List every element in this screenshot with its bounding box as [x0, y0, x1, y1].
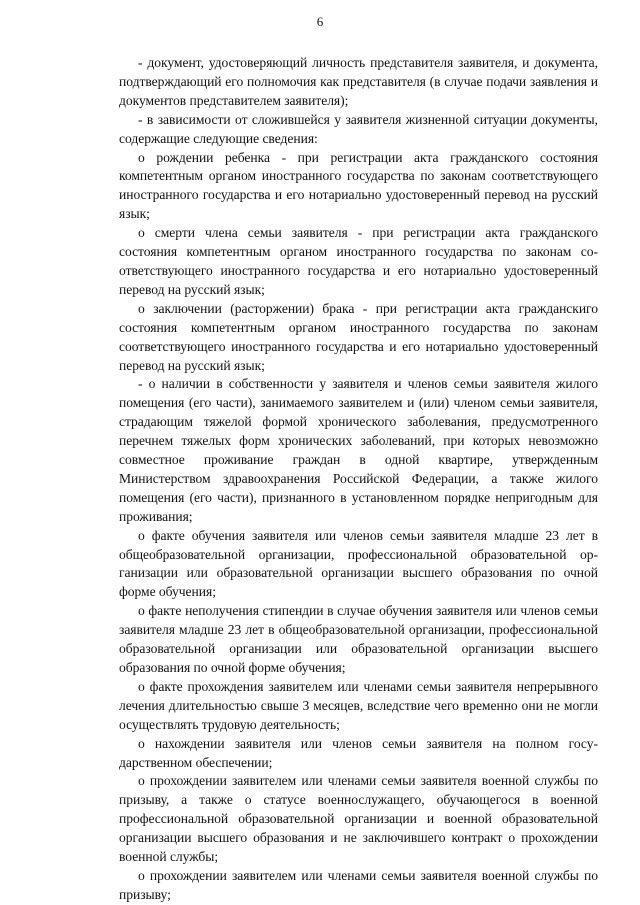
paragraph-continuous-treatment: о факте прохождения заявителем или членами семьи заявителя непрерывного лечения длительностью свыше 3 месяцев, вследствие чего временно они не могли осуществлять трудовую деятельность;	[119, 678, 598, 732]
paragraph-military-service-status: о прохождении заявителем или членами семьи заявителя военной службы по призыву, а также о статусе военнослужащего, обучающегося в военной профессиональной образовательной организации и военной образовательной организации высшего образования и не заключившего контракт о прохождении военной службы;	[119, 773, 598, 865]
page-number: 6	[316, 14, 324, 29]
paragraph-marriage-divorce: о заключении (расторжении) брака - при регистрации акта гражданскиго состояния компетентным органом иностранного государства по законам соответствующего иностранного государства и его нотариально удостоверенный перевод на русский язык;	[119, 300, 598, 373]
paragraph-representative-document: - документ, удостоверяющий личность представителя заявителя, и документа, подтверждающий его полномочия как представителя (в случае подачи заявления и документов представителем заявителя);	[119, 55, 598, 108]
paragraph-family-member-death: о смерти члена семьи заявителя - при регистрации акта гражданского состояния компетентным органом иностранного государства по законам соответствующего иностранного государства и его нотариально удостоверенный перевод на русский язык;	[119, 225, 598, 297]
paragraph-no-scholarship: о факте неполучения стипендии в случае обучения заявителя или членов семьи заявителя младше 23 лет в общеобразовательной организации, профессиональной образовательной организации или образовательной организации высшего образования по очной форме обучения;	[119, 603, 598, 675]
document-body	[119, 54, 598, 905]
paragraph-military-service-conscription: о прохождении заявителем или членами семьи заявителя военной службы по призыву;	[119, 867, 598, 902]
paragraph-education-fact: о факте обучения заявителя или членов семьи заявителя младше 23 лет в общеобразовательной организации, профессиональной образовательной организации или образовательной организации высшего образования по очной форме обучения;	[119, 527, 598, 600]
paragraph-child-birth: о рождении ребенка - при регистрации акта гражданского состояния компетентным органом иностранного государства по законам соответствующего иностранного государства и его нотариально удостоверенный перевод на русский язык;	[119, 149, 598, 222]
paragraph-life-situation-documents: - в зависимости от сложившейся у заявителя жизненной ситуации документы, содержащие следующие сведения:	[119, 111, 598, 146]
paragraph-state-support: о нахождении заявителя или членов семьи заявителя на полном государственном обеспечении;	[119, 735, 598, 770]
paragraph-housing-ownership: - о наличии в собственности у заявителя и членов семьи заявителя жилого помещения (его части), занимаемого заявителем и (или) членом семьи заявителя, страдающим тяжелой формой хронического заболевания, предусмотренного перечнем тяжелых форм хронических заболеваний, при которых невозможно совместное проживание граждан в одной квартире, утвержденным Министерством здравоохранения Российской Федерации, а также жилого помещения (его части), признанного в установленном порядке непригодным для проживания;	[119, 376, 598, 524]
